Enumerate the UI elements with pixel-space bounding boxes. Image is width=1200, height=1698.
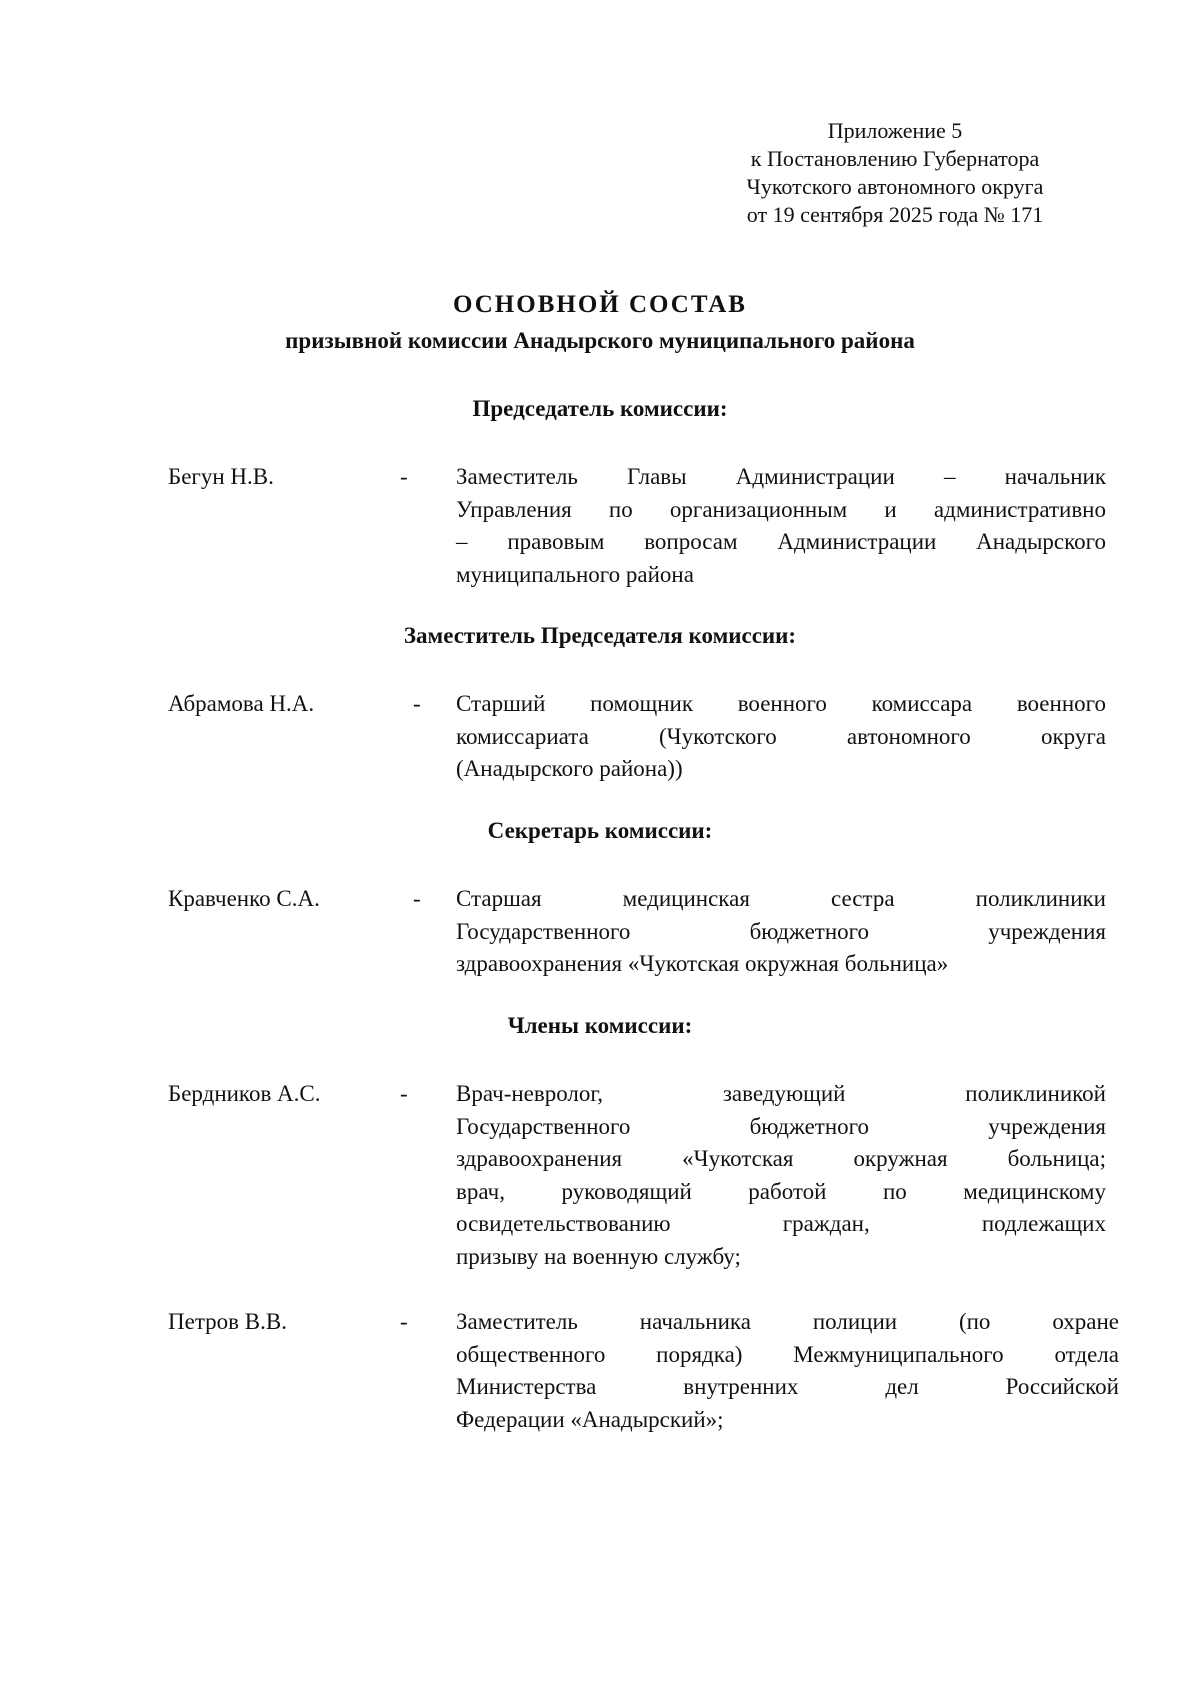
position-line: здравоохранения «Чукотская окружная больница;	[456, 1146, 1106, 1171]
member-dash: -	[400, 1309, 408, 1334]
position-line: Федерации «Анадырский»;	[456, 1406, 724, 1432]
position-line: муниципального района	[456, 561, 694, 587]
position-line: общественного порядка) Межмуниципального отдела	[456, 1341, 1119, 1367]
appendix-line: Чукотского автономного округа	[746, 174, 1044, 199]
member-name: Бегун Н.В.	[168, 464, 274, 489]
position-line: (Анадырского района))	[456, 756, 683, 781]
member-position	[456, 1306, 1119, 1436]
member-dash: -	[400, 1081, 408, 1106]
member-name: Петров В.В.	[168, 1309, 287, 1334]
position-line: Заместитель начальника полиции (по охране	[456, 1309, 1119, 1334]
position-line: Управления по организационным и административно	[456, 496, 1106, 522]
position-line: Старшая медицинская сестра поликлиники	[456, 886, 1106, 911]
section-heading-chairman: Председатель комиссии:	[472, 396, 728, 421]
member-name: Кравченко С.А.	[168, 886, 320, 911]
member-position	[456, 461, 1106, 591]
member-dash: -	[413, 691, 421, 716]
section-heading-secretary: Секретарь комиссии:	[487, 818, 713, 843]
appendix-line: от 19 сентября 2025 года № 171	[746, 202, 1044, 227]
member-name: Абрамова Н.А.	[168, 691, 315, 716]
position-line: Врач-невролог, заведующий поликлиникой	[456, 1081, 1106, 1106]
section-heading-members: Члены комиссии:	[507, 1013, 693, 1038]
position-line: Государственного бюджетного учреждения	[456, 918, 1106, 944]
section-heading-deputy: Заместитель Председателя комиссии:	[403, 623, 797, 648]
member-position	[456, 1078, 1106, 1273]
appendix-line: к Постановлению Губернатора	[750, 146, 1040, 171]
member-position	[456, 883, 1106, 981]
position-line: освидетельствованию граждан, подлежащих	[456, 1211, 1106, 1236]
appendix-line: Приложение 5	[827, 118, 963, 143]
appendix-block	[700, 117, 1090, 229]
position-line: Государственного бюджетного учреждения	[456, 1113, 1106, 1139]
position-line: призыву на военную службу;	[456, 1243, 741, 1269]
position-line: Старший помощник военного комиссара военного	[456, 691, 1106, 716]
document-subtitle: призывной комиссии Анадырского муниципального района	[285, 328, 915, 353]
position-line: врач, руководящий работой по медицинскому	[456, 1178, 1106, 1204]
member-position	[456, 688, 1106, 786]
member-dash: -	[413, 886, 421, 911]
member-dash: -	[400, 464, 408, 489]
position-line: Министерства внутренних дел Российской	[456, 1374, 1119, 1399]
position-line: комиссариата (Чукотского автономного округа	[456, 723, 1106, 749]
position-line: здравоохранения «Чукотская окружная больница»	[456, 951, 949, 976]
position-line: Заместитель Главы Администрации – начальник	[456, 464, 1106, 489]
position-line: – правовым вопросам Администрации Анадырского	[456, 529, 1106, 554]
member-name: Бердников А.С.	[168, 1081, 321, 1106]
document-title: ОСНОВНОЙ СОСТАВ	[453, 291, 747, 318]
